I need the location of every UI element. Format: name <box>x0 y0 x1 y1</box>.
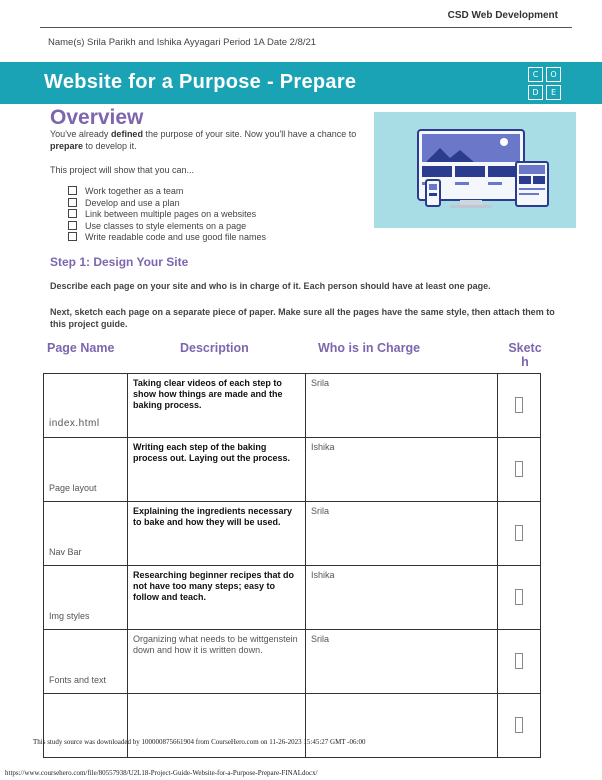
table-row <box>44 566 541 630</box>
sketch-placeholder-icon <box>515 653 523 669</box>
skills-checklist <box>68 186 266 244</box>
table-row <box>44 438 541 502</box>
cell-page-name: Nav Bar <box>44 502 128 566</box>
cell-page-name <box>44 694 128 758</box>
cell-page-name: Img styles <box>44 566 128 630</box>
cell-who: Ishika <box>306 566 498 630</box>
cell-description: Researching beginner recipes that do not have too many steps; easy to follow and teach. <box>128 566 306 630</box>
code-logo <box>528 67 561 100</box>
checklist-item: Use classes to style elements on a page <box>68 221 266 233</box>
cell-description: Explaining the ingredients necessary to bake and how they will be used. <box>128 502 306 566</box>
checklist-item: Link between multiple pages on a websites <box>68 209 266 221</box>
cell-sketch <box>498 374 541 438</box>
devices-illustration <box>374 112 576 228</box>
footer-url: https://www.coursehero.com/file/80557938/U2L18-Project-Guide-Website-for-a-Purpose-Prepare-FINALdocx/ <box>5 769 318 777</box>
header-page-name: Page Name <box>47 341 115 355</box>
sketch-placeholder-icon <box>515 461 523 477</box>
sketch-placeholder-icon <box>515 525 523 541</box>
header-sketch: Sketc h <box>508 341 542 369</box>
cell-sketch <box>498 438 541 502</box>
logo-letter: C <box>528 67 543 82</box>
sketch-placeholder-icon <box>515 589 523 605</box>
sketch-placeholder-icon <box>515 717 523 733</box>
step1-heading: Step 1: Design Your Site <box>50 255 189 269</box>
devices-icon <box>374 112 576 228</box>
cell-description: Taking clear videos of each step to show how things are made and the baking process. <box>128 374 306 438</box>
cell-who: Srila <box>306 374 498 438</box>
cell-description: Organizing what needs to be wittgenstein down and how it is written down. <box>128 630 306 694</box>
checklist-item: Work together as a team <box>68 186 266 198</box>
cell-who: Ishika <box>306 438 498 502</box>
cell-page-name: Fonts and text <box>44 630 128 694</box>
cell-sketch <box>498 630 541 694</box>
checkbox-icon <box>68 221 77 230</box>
cell-who: Srila <box>306 630 498 694</box>
header-who: Who is in Charge <box>318 341 421 355</box>
cell-who: Srila <box>306 502 498 566</box>
cell-sketch <box>498 502 541 566</box>
cell-sketch <box>498 694 541 758</box>
logo-letter: E <box>546 85 561 100</box>
step1-instruction-1: Describe each page on your site and who is in charge of it. Each person should have at least one page. <box>50 281 491 291</box>
course-label: CSD Web Development <box>447 10 558 21</box>
footer-source: This study source was downloaded by 100000875661904 from CourseHero.com on 11-26-2023 15:45:27 GMT -06:00 <box>33 738 366 746</box>
overview-heading: Overview <box>50 106 144 129</box>
table-row <box>44 694 541 758</box>
cell-page-name: Page layout <box>44 438 128 502</box>
overview-shows: This project will show that you can... <box>50 165 195 175</box>
header-description: Description <box>180 341 249 355</box>
cell-sketch <box>498 566 541 630</box>
page-title: Website for a Purpose - Prepare <box>44 71 357 93</box>
cell-description: Writing each step of the baking process out. Laying out the process. <box>128 438 306 502</box>
table-row <box>44 502 541 566</box>
checklist-item: Write readable code and use good file names <box>68 232 266 244</box>
logo-letter: D <box>528 85 543 100</box>
cell-who <box>306 694 498 758</box>
header-divider <box>40 27 572 28</box>
cell-page-name: index.html <box>44 374 128 438</box>
logo-letter: O <box>546 67 561 82</box>
checkbox-icon <box>68 198 77 207</box>
step1-instruction-2: Next, sketch each page on a separate piece of paper. Make sure all the pages have the same style, then attach them to this project guide. <box>50 307 555 329</box>
names-line: Name(s) Srila Parikh and Ishika Ayyagari Period 1A Date 2/8/21 <box>48 37 317 48</box>
pages-table <box>43 373 541 758</box>
sketch-placeholder-icon <box>515 397 523 413</box>
table-row <box>44 630 541 694</box>
table-row <box>44 374 541 438</box>
overview-intro: You've already defined the purpose of your site. Now you'll have a chance to prepare to develop it. <box>50 129 357 151</box>
checkbox-icon <box>68 209 77 218</box>
cell-description <box>128 694 306 758</box>
checklist-item: Develop and use a plan <box>68 198 266 210</box>
checkbox-icon <box>68 232 77 241</box>
checkbox-icon <box>68 186 77 195</box>
